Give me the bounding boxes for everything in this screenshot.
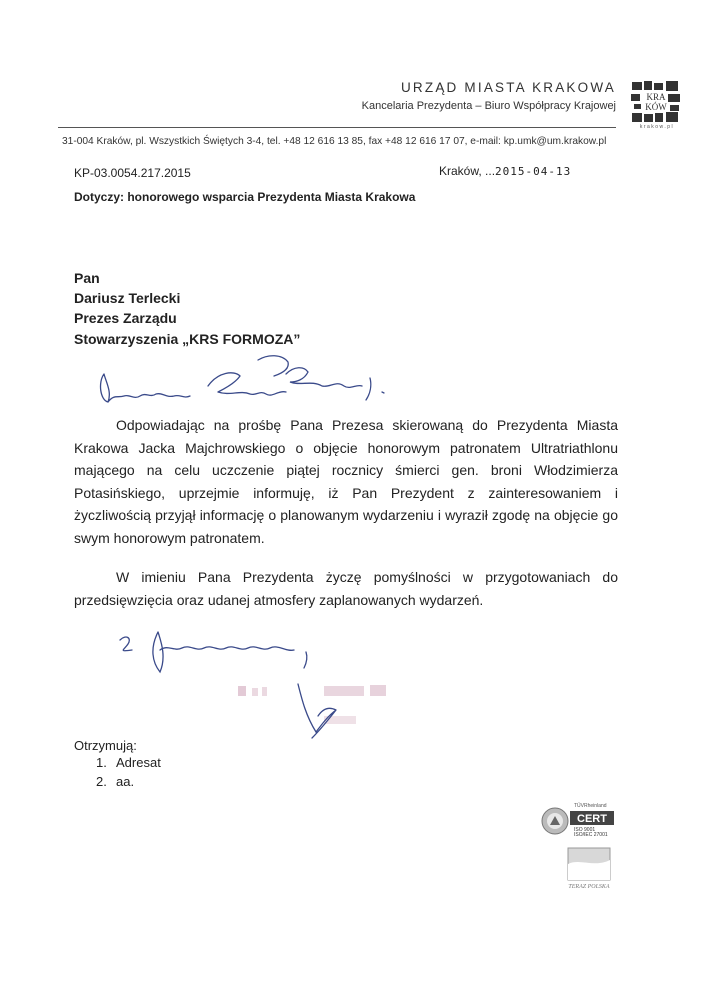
recipients-heading: Otrzymują: xyxy=(74,738,137,753)
cert-iso-2: ISO/IEC 27001 xyxy=(574,832,608,837)
cert-main-label: CERT xyxy=(577,813,607,825)
place-date xyxy=(439,164,571,178)
teraz-polska-label: TERAZ POLSKA xyxy=(568,884,610,890)
office-address: 31-004 Kraków, pl. Wszystkich Świętych 3-4, tel. +48 12 616 13 85, fax +48 12 616 17 07, e-mail: kp.umk@um.krakow.pl xyxy=(62,136,607,147)
addressee-organization: Stowarzyszenia „KRS FORMOZA” xyxy=(74,331,301,347)
recipients-list xyxy=(96,753,161,791)
office-name: URZĄD MIASTA KRAKOWA xyxy=(400,80,616,95)
krakow-logo xyxy=(630,80,682,130)
place-label: Kraków, ... xyxy=(439,164,496,178)
department-name: Kancelaria Prezydenta – Biuro Współpracy Krajowej xyxy=(361,100,616,112)
tuv-cert-badge xyxy=(540,797,616,837)
body-paragraph-2 xyxy=(74,566,618,611)
paragraph-2-text: W imieniu Pana Prezydenta życzę pomyślności w przygotowaniach do przedsięwzięcia oraz udanej atmosfery zaplanowanych wydarzeń. xyxy=(74,569,618,608)
recipient-item: 1. Adresat xyxy=(96,755,161,770)
handwritten-closing xyxy=(110,622,330,682)
addressee-name: Dariusz Terlecki xyxy=(74,290,181,306)
cert-iso-1: ISO 9001 xyxy=(574,827,596,833)
logo-text-line-2: KÓW xyxy=(645,102,667,112)
paragraph-1-text: Odpowiadając na prośbę Pana Prezesa skierowaną do Prezydenta Miasta Krakowa Jacka Majchrowskiego o objęcie honorowym patronatem Ultratriathlonu mającego na celu uczczenie piątej rocznicy śmierci gen. broni Włodzimierza Potasińskiego, uprzejmie informuję, iż Pan Prezydent z zainteresowaniem i życzliwością przyjął informację o planowanym wydarzeniu i wyraził zgodę na objęcie go swym honorowym patronatem. xyxy=(74,417,618,546)
subject-line: Dotyczy: honorowego wsparcia Prezydenta Miasta Krakowa xyxy=(74,190,416,204)
addressee-position: Prezes Zarządu xyxy=(74,310,177,326)
body-paragraph-1 xyxy=(74,414,618,549)
handwritten-greeting xyxy=(90,352,410,422)
cert-small-label: TÜVRheinland xyxy=(574,803,607,809)
krakow-logo-graphic xyxy=(630,80,682,126)
date-stamp: 2015-04-13 xyxy=(495,165,572,178)
logo-text-line-1: KRA xyxy=(646,92,666,102)
reference-number: KP-03.0054.217.2015 xyxy=(74,166,191,180)
recipient-item: 2. aa. xyxy=(96,774,135,789)
header-divider xyxy=(58,127,616,128)
addressee-salutation: Pan xyxy=(74,270,100,286)
logo-domain: krakow.pl xyxy=(639,124,675,130)
official-stamp-signature xyxy=(232,676,402,742)
